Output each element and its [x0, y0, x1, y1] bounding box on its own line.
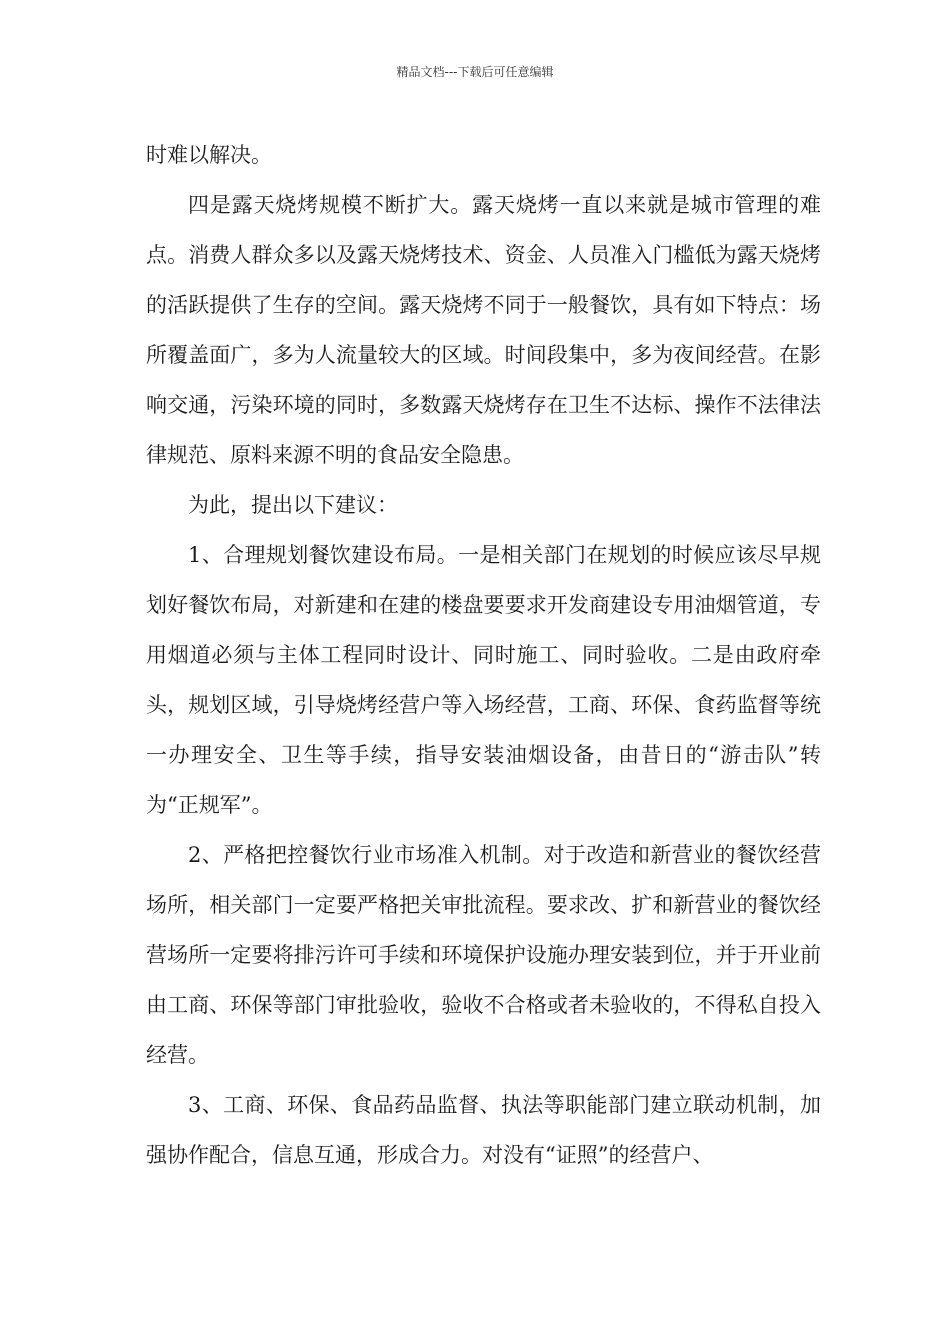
- paragraph-suggestion-1: 1、合理规划餐饮建设布局。一是相关部门在规划的时候应该尽早规划好餐饮布局，对新建和在建的楼盘要要求开发商建设专用油烟管道，专用烟道必须与主体工程同时设计、同时施工、同时验收。二是由政府牵头，规划区域，引导烧烤经营户等入场经营，工商、环保、食药监督等统一办理安全、卫生等手续，指导安装油烟设备，由昔日的“游击队”转为“正规军”。: [146, 543, 821, 817]
- document-body: [146, 130, 821, 1180]
- paragraph-suggestion-3: 3、工商、环保、食品药品监督、执法等职能部门建立联动机制，加强协作配合，信息互通，形成合力。对没有“证照”的经营户、: [146, 1093, 821, 1167]
- paragraph-suggestions-intro: 为此，提出以下建议：: [188, 493, 398, 517]
- paragraph-outdoor-bbq: 四是露天烧烤规模不断扩大。露天烧烤一直以来就是城市管理的难点。消费人群众多以及露天烧烤技术、资金、人员准入门槛低为露天烧烤的活跃提供了生存的空间。露天烧烤不同于一般餐饮，具有如下特点：场所覆盖面广，多为人流量较大的区域。时间段集中，多为夜间经营。在影响交通，污染环境的同时，多数露天烧烤存在卫生不达标、操作不法律法律规范、原料来源不明的食品安全隐患。: [146, 193, 821, 467]
- page-header: 精品文档---下载后可任意编辑: [396, 65, 554, 79]
- paragraph-continuation: 时难以解决。: [146, 143, 272, 167]
- paragraph-suggestion-2: 2、严格把控餐饮行业市场准入机制。对于改造和新营业的餐饮经营场所，相关部门一定要严格把关审批流程。要求改、扩和新营业的餐饮经营场所一定要将排污许可手续和环境保护设施办理安装到位，并于开业前由工商、环保等部门审批验收，验收不合格或者未验收的，不得私自投入经营。: [146, 843, 821, 1067]
